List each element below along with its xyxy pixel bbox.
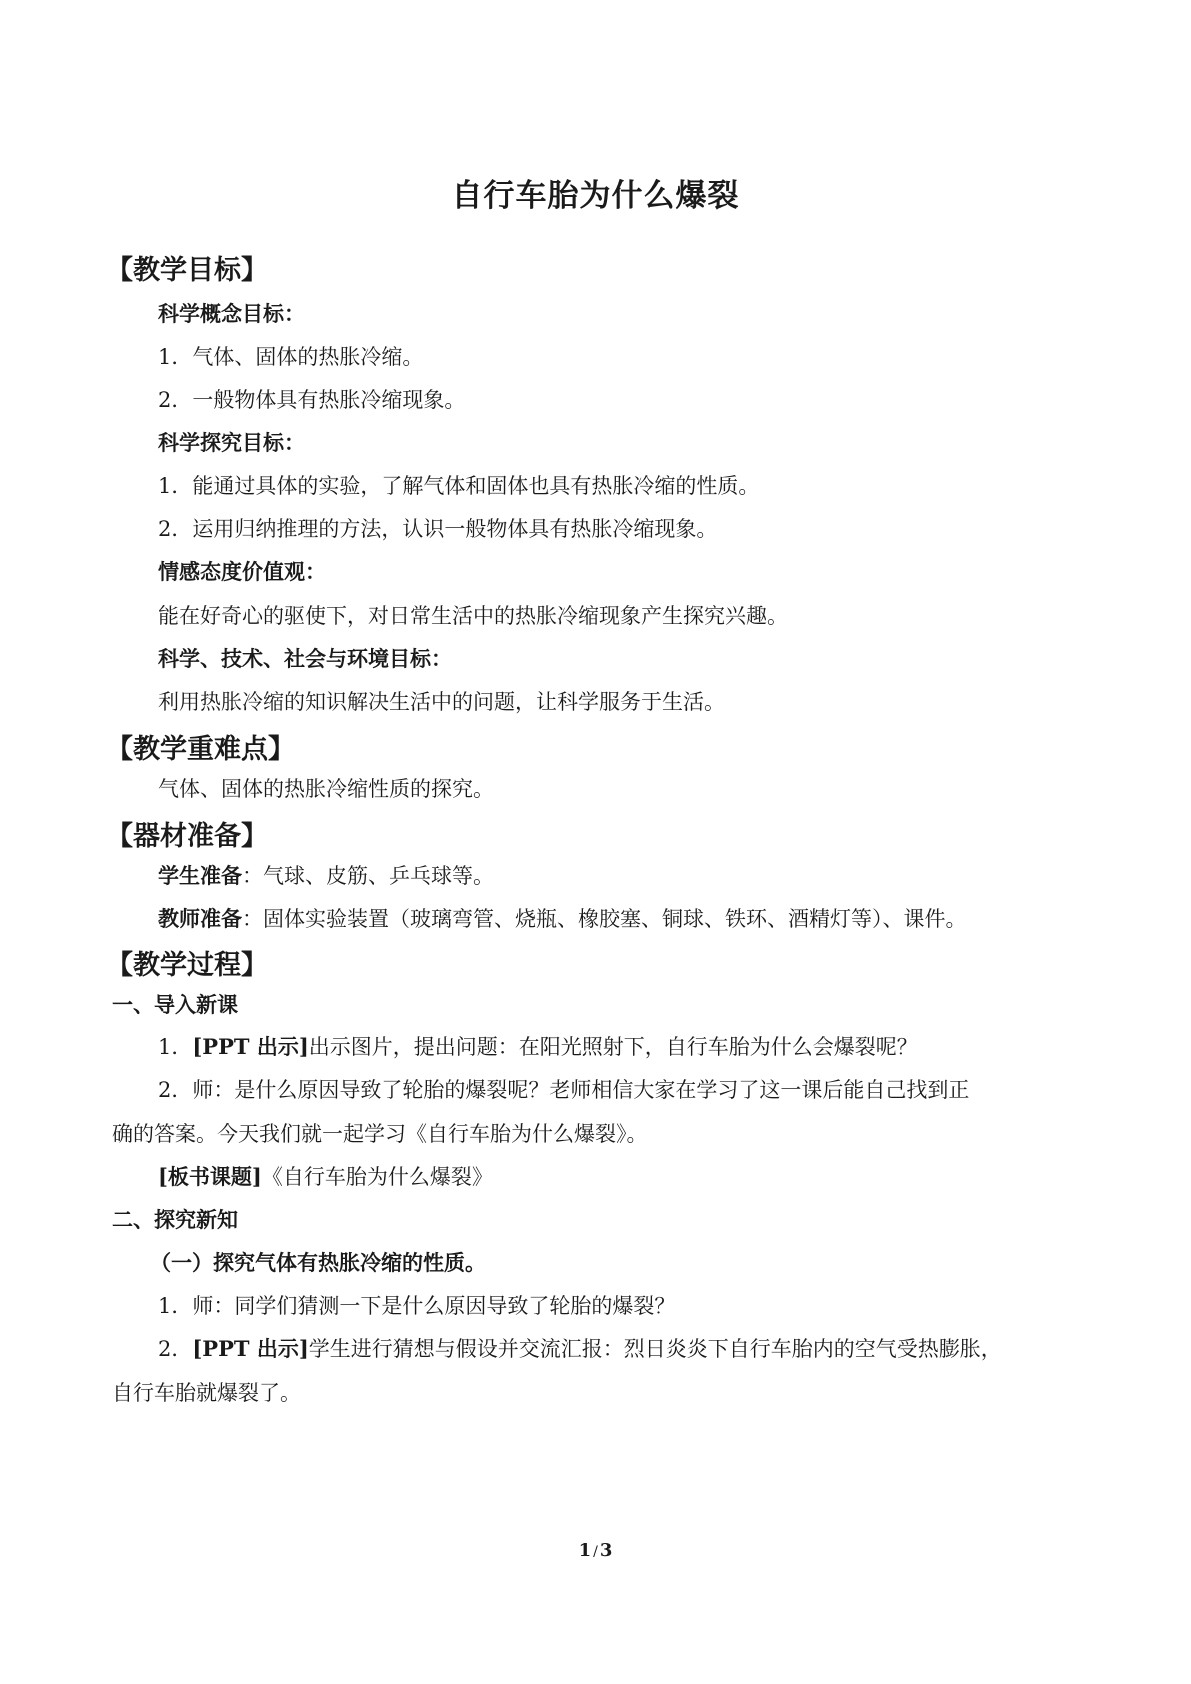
label-concept-goals: 科学概念目标：	[158, 302, 305, 326]
teacher-materials	[158, 903, 967, 933]
page-current: 1	[578, 1540, 592, 1561]
inquiry-question-2	[158, 1333, 1002, 1363]
heading-materials: 【器材准备】	[106, 821, 268, 852]
process-item-2-line1: 2．师：是什么原因导致了轮胎的爆裂呢？老师相信大家在学习了这一课后能自己找到正	[158, 1078, 970, 1102]
document-title: 自行车胎为什么爆裂	[451, 178, 740, 214]
ppt-tag: [PPT 出示]	[192, 1034, 309, 1059]
process-item-1-number: 1．	[158, 1035, 193, 1059]
inquiry-question-2-line2: 自行车胎就爆裂了。	[112, 1381, 301, 1405]
label-sts-goals: 科学、技术、社会与环境目标：	[158, 647, 452, 671]
sts-goal-1: 利用热胀冷缩的知识解决生活中的问题，让科学服务于生活。	[158, 690, 725, 714]
key-points-text: 气体、固体的热胀冷缩性质的探究。	[158, 777, 494, 801]
board-tag: [板书课题]	[158, 1164, 262, 1189]
sub1-title: （一）探究气体有热胀冷缩的性质。	[150, 1251, 486, 1275]
page-separator: /	[593, 1544, 598, 1560]
inquiry-question-1: 1．师：同学们猜测一下是什么原因导致了轮胎的爆裂？	[158, 1294, 676, 1318]
teacher-materials-text: ：固体实验装置（玻璃弯管、烧瓶、橡胶塞、铜球、铁环、酒精灯等）、课件。	[242, 907, 967, 931]
page-number	[0, 1540, 1191, 1561]
board-text: 《自行车胎为什么爆裂》	[261, 1165, 493, 1189]
process-item-1-text: 出示图片，提出问题：在阳光照射下，自行车胎为什么会爆裂呢？	[308, 1035, 918, 1059]
heading-teaching-goals: 【教学目标】	[106, 255, 268, 286]
heading-process: 【教学过程】	[106, 950, 268, 981]
inquiry-question-2-number: 2．	[158, 1337, 193, 1361]
student-materials-text: ：气球、皮筋、乒乓球等。	[242, 864, 494, 888]
part2-title: 二、探究新知	[112, 1208, 238, 1232]
heading-key-points: 【教学重难点】	[106, 734, 295, 765]
inquiry-goal-1: 1．能通过具体的实验，了解气体和固体也具有热胀冷缩的性质。	[158, 474, 760, 498]
concept-goal-1: 1．气体、固体的热胀冷缩。	[158, 345, 424, 369]
inquiry-question-2-text: 学生进行猜想与假设并交流汇报：烈日炎炎下自行车胎内的空气受热膨胀，	[308, 1337, 1002, 1361]
part1-title: 一、导入新课	[112, 993, 238, 1017]
board-title	[158, 1161, 493, 1191]
attitude-goal-1: 能在好奇心的驱使下，对日常生活中的热胀冷缩现象产生探究兴趣。	[158, 604, 788, 628]
student-materials-label: 学生准备	[158, 864, 242, 888]
page-total: 3	[599, 1540, 613, 1561]
student-materials	[158, 860, 494, 890]
label-inquiry-goals: 科学探究目标：	[158, 431, 305, 455]
label-attitude: 情感态度价值观：	[158, 560, 326, 584]
process-item-1	[158, 1031, 918, 1061]
concept-goal-2: 2．一般物体具有热胀冷缩现象。	[158, 388, 466, 412]
teacher-materials-label: 教师准备	[158, 907, 242, 931]
inquiry-goal-2: 2．运用归纳推理的方法，认识一般物体具有热胀冷缩现象。	[158, 517, 718, 541]
process-item-2-line2: 确的答案。今天我们就一起学习《自行车胎为什么爆裂》。	[112, 1122, 648, 1146]
ppt-tag: [PPT 出示]	[192, 1336, 309, 1361]
